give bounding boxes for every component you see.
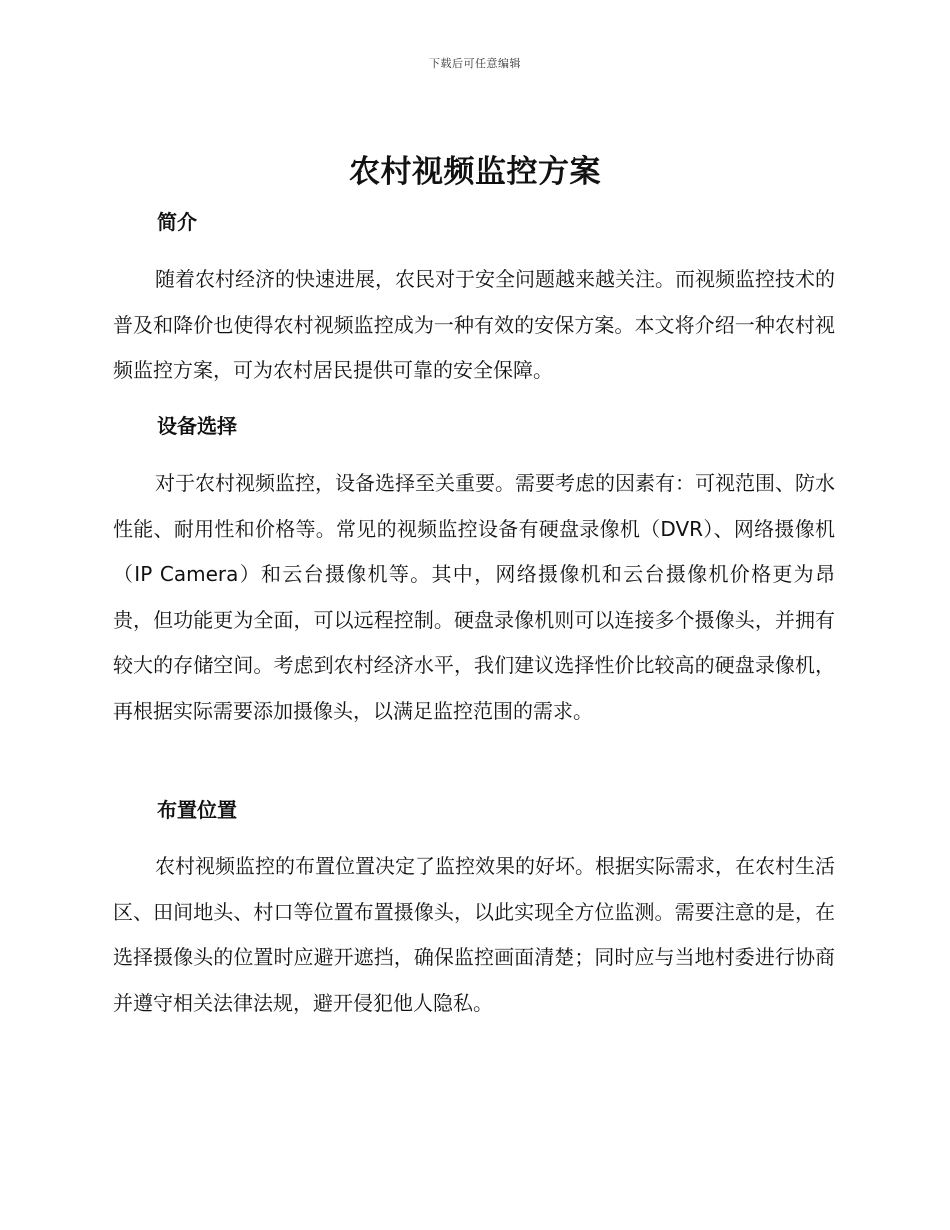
header-note: 下载后可任意编辑 [429,57,521,70]
document-title: 农村视频监控方案 [349,154,601,190]
section-body-placement: 农村视频监控的布置位置决定了监控效果的好坏。根据实际需求，在农村生活区、田间地头、村口等位置布置摄像头，以此实现全方位监测。需要注意的是，在选择摄像头的位置时应避开遮挡，确保监控画面清楚；同时应与当地村委进行协商并遵守相关法律法规，避开侵犯他人隐私。 [113,854,835,1015]
section-body-intro: 随着农村经济的快速进展，农民对于安全问题越来越关注。而视频监控技术的普及和降价也使得农村视频监控成为一种有效的安保方案。本文将介绍一种农村视频监控方案，可为农村居民提供可靠的安全保障。 [113,267,835,382]
section-heading-placement: 布置位置 [157,798,237,822]
section-heading-equipment: 设备选择 [157,414,237,438]
section-body-equipment: 对于农村视频监控，设备选择至关重要。需要考虑的因素有：可视范围、防水性能、耐用性和价格等。常见的视频监控设备有硬盘录像机（DVR）、网络摄像机（IP Camera）和云台摄像机等。其中，网络摄像机和云台摄像机价格更为昂贵，但功能更为全面，可以远程控制。硬盘录像机则可以连接多个摄像头，并拥有较大的存储空间。考虑到农村经济水平，我们建议选择性价比较高的硬盘录像机，再根据实际需要添加摄像头，以满足监控范围的需求。 [113,471,835,723]
section-heading-intro: 简介 [157,210,197,234]
